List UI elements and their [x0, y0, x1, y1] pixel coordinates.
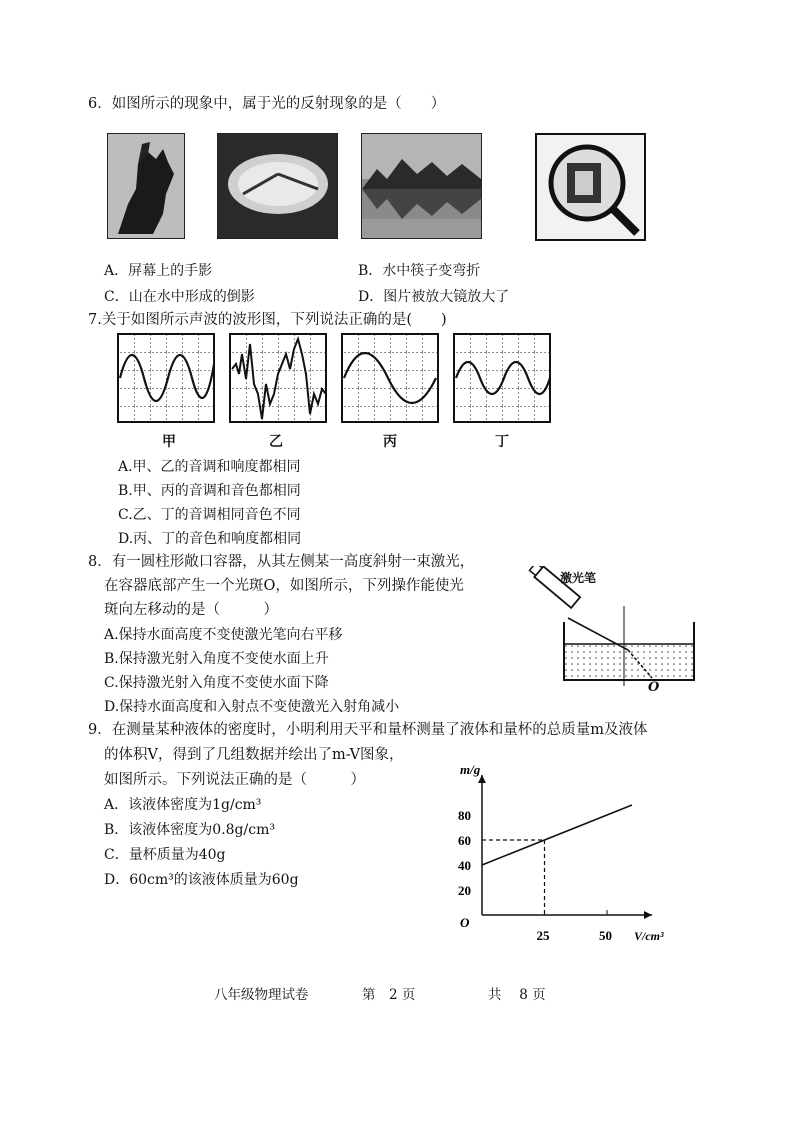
series-line — [482, 805, 632, 865]
q9-option-a: A．该液体密度为1g/cm³ — [104, 797, 262, 813]
q6-option-d: D．图片被放大镜放大了 — [358, 289, 510, 305]
q8-stem-line3: 斑向左移动的是（ ） — [104, 602, 278, 618]
q8-option-a: A.保持水面高度不变使激光笔向右平移 — [104, 627, 343, 643]
wave-label-yi: 乙 — [269, 434, 283, 450]
x-tick-label: 25 — [536, 928, 550, 943]
wave-bing — [342, 334, 438, 422]
q6-option-c: C．山在水中形成的倒影 — [104, 289, 255, 305]
q9-stem-line1: 9．在测量某种液体的密度时，小明利用天平和量杯测量了液体和量杯的总质量m及液体 — [88, 722, 648, 738]
q6-option-a: A．屏幕上的手影 — [104, 263, 213, 279]
wave-label-bing: 丙 — [383, 434, 397, 450]
wave-yi — [230, 334, 326, 422]
y-axis-label: m/g — [460, 765, 481, 777]
q8-stem-line2: 在容器底部产生一个光斑O，如图所示，下列操作能使光 — [104, 578, 464, 594]
footer-subject: 八年级物理试卷 — [214, 987, 309, 1003]
q8-option-d: D.保持水面高度和入射点不变使激光入射角减小 — [104, 699, 400, 715]
x-axis-arrow — [644, 911, 652, 919]
x-axis-label: V/cm³ — [634, 929, 664, 943]
q6-option-b: B．水中筷子变弯折 — [358, 263, 481, 279]
wave-label-jia: 甲 — [162, 434, 176, 450]
footer-page: 第 2 页 — [362, 987, 416, 1003]
laser-container-figure — [528, 566, 708, 700]
spot-o-label: O — [648, 680, 660, 695]
q9-stem-line2: 的体积V，得到了几组数据并绘出了m-V图象， — [104, 747, 404, 763]
q7-option-b: B.甲、丙的音调和音色都相同 — [118, 483, 301, 499]
y-tick-label: 60 — [458, 833, 471, 848]
wave-jia — [118, 334, 214, 422]
shadow-hand-photo — [107, 133, 185, 239]
m-v-chart — [420, 765, 670, 950]
q9-stem-line3: 如图所示。下列说法正确的是（ ） — [104, 772, 365, 788]
y-tick-label: 40 — [458, 858, 471, 873]
laser-pen-label: 激光笔 — [560, 571, 597, 585]
q7-option-c: C.乙、丁的音调相同音色不同 — [118, 507, 301, 523]
origin-label: O — [460, 915, 470, 930]
q7-stem: 7.关于如图所示声波的波形图，下列说法正确的是( ) — [88, 312, 447, 328]
q8-option-b: B.保持激光射入角度不变使水面上升 — [104, 651, 329, 667]
x-tick-label: 50 — [599, 928, 612, 943]
chopsticks-water-photo — [217, 133, 338, 239]
y-tick-label: 80 — [458, 808, 471, 823]
q8-stem-line1: 8．有一圆柱形敞口容器，从其左侧某一高度斜射一束激光， — [88, 554, 475, 570]
wave-label-ding: 丁 — [495, 434, 509, 450]
mountain-reflection-photo — [361, 133, 482, 239]
q9-option-b: B．该液体密度为0.8g/cm³ — [104, 822, 275, 838]
waveform-figures — [116, 332, 556, 424]
wave-ding — [454, 334, 550, 422]
q9-option-d: D．60cm³的该液体质量为60g — [104, 872, 299, 888]
y-tick-label: 20 — [458, 883, 471, 898]
q7-option-d: D.丙、丁的音色和响度都相同 — [118, 531, 302, 547]
q6-stem: 6．如图所示的现象中，属于光的反射现象的是（ ） — [88, 96, 446, 112]
q7-option-a: A.甲、乙的音调和响度都相同 — [118, 459, 301, 475]
footer-total: 共 8 页 — [488, 987, 546, 1003]
magnifier-photo — [535, 133, 646, 241]
q9-option-c: C．量杯质量为40g — [104, 847, 226, 863]
q8-option-c: C.保持激光射入角度不变使水面下降 — [104, 675, 329, 691]
